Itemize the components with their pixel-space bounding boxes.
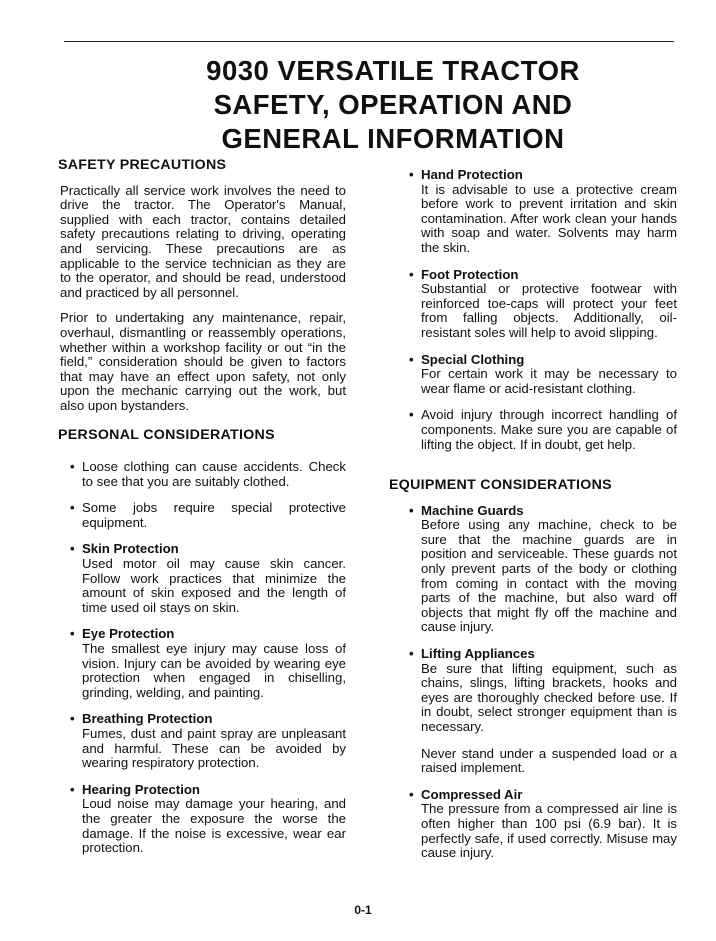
left-column xyxy=(58,158,346,868)
list-item-breathing-protection xyxy=(58,712,346,770)
bullet-icon: • xyxy=(409,351,414,367)
list-item-special-clothing xyxy=(397,353,677,397)
bullet-icon: • xyxy=(70,781,75,797)
page-title xyxy=(0,54,716,156)
bullet-icon: • xyxy=(70,500,75,516)
page-footer xyxy=(0,903,716,917)
list-item-eye-protection xyxy=(58,627,346,700)
title-line-2: SAFETY, OPERATION AND xyxy=(213,89,573,120)
item-label: Hand Protection xyxy=(421,167,523,182)
list-item-hearing-protection xyxy=(58,783,346,856)
list-item-handling-components xyxy=(397,408,677,452)
list-item-skin-protection xyxy=(58,542,346,615)
safety-paragraph-1: Practically all service work involves the need to drive the tractor. The Operator's Manual, supplied with each tractor, contains detailed safety precautions relating to driving, operating and servicing. These precautions are as applicable to the service technician as they are to the operator, and should be read, understood and practiced by all personnel. xyxy=(60,182,346,300)
list-item-loose-clothing xyxy=(58,460,346,489)
bullet-icon: • xyxy=(409,266,414,282)
bullet-icon: • xyxy=(409,646,414,662)
top-rule xyxy=(64,41,674,42)
list-item-protective-equipment xyxy=(58,501,346,530)
personal-considerations-heading: PERSONAL CONSIDERATIONS xyxy=(58,426,275,443)
item-label: Eye Protection xyxy=(82,626,175,642)
bullet-icon: • xyxy=(409,407,414,423)
item-label: Skin Protection xyxy=(82,541,179,557)
item-text: Before using any machine, check to be sure that the machine guards are in position and serviceable. These guards not only prevent parts of the body or clothing from coming in contact with the moving parts of the machine, but also ward off objects that might fly off the machine and cause injury. xyxy=(421,517,677,635)
list-item-hand-protection xyxy=(397,168,677,256)
equipment-considerations-heading: EQUIPMENT CONSIDERATIONS xyxy=(389,477,612,494)
item-text: Loose clothing can cause accidents. Check to see that you are suitably clothed. xyxy=(82,459,346,489)
item-text: The smallest eye injury may cause loss of vision. Injury can be avoided by wearing eye protection when engaged in chiselling, grinding, welding, and painting. xyxy=(82,641,346,700)
item-text: Some jobs require special protective equipment. xyxy=(82,500,346,530)
item-label: Machine Guards xyxy=(421,502,524,518)
item-label: Hearing Protection xyxy=(82,781,200,797)
bullet-icon: • xyxy=(409,786,414,802)
item-text: It is advisable to use a protective cream before work to prevent irritation and skin contamination. After work clean your hands with soap and water. Solvents may harm the skin. xyxy=(421,181,677,255)
page-number: 0-1 xyxy=(354,903,372,917)
item-text: Used motor oil may cause skin cancer. Follow work practices that minimize the amount of skin exposed and the length of time used oil stays on skin. xyxy=(82,556,346,615)
item-label: Foot Protection xyxy=(421,266,519,282)
item-text: The pressure from a compressed air line is often higher than 100 psi (6.9 bar). It is perfectly safe, if used correctly. Misuse may cause injury. xyxy=(421,801,677,861)
bullet-icon: • xyxy=(70,541,75,557)
item-text: Fumes, dust and paint spray are unpleasant and harmful. These can be avoided by wearing respiratory protection. xyxy=(82,726,346,771)
item-label: Lifting Appliances xyxy=(421,646,535,662)
title-line-3: GENERAL INFORMATION xyxy=(221,123,565,154)
list-item-foot-protection xyxy=(397,268,677,341)
safety-precautions-heading: SAFETY PRECAUTIONS xyxy=(58,157,227,173)
bullet-icon: • xyxy=(409,502,414,518)
list-item-machine-guards xyxy=(397,504,677,635)
bullet-icon: • xyxy=(70,711,75,727)
item-text: Substantial or protective footwear with reinforced toe-caps will protect your feet from falling objects. Additionally, oil-resistant soles will help to avoid slipping. xyxy=(421,281,677,340)
item-text-2: Never stand under a suspended load or a raised implement. xyxy=(421,745,677,776)
item-label: Breathing Protection xyxy=(82,711,213,727)
bullet-icon: • xyxy=(70,626,75,642)
item-text: Avoid injury through incorrect handling of components. Make sure you are capable of lifting the object. If in doubt, get help. xyxy=(421,407,677,452)
title-line-1: 9030 VERSATILE TRACTOR xyxy=(206,55,580,86)
list-item-compressed-air xyxy=(397,788,677,861)
right-column xyxy=(389,167,677,873)
item-text: For certain work it may be necessary to wear flame or acid-resistant clothing. xyxy=(421,366,677,396)
item-label: Compressed Air xyxy=(421,786,523,802)
bullet-icon: • xyxy=(409,167,414,182)
list-item-lifting-appliances xyxy=(397,647,677,776)
safety-paragraph-2: Prior to undertaking any maintenance, repair, overhaul, dismantling or reassembly operations, whether within a workshop facility or out “in the field,” consideration should be given to factors that may have an effect upon safety, not only upon the mechanic carrying out the work, but also upon bystanders. xyxy=(60,310,346,413)
item-text: Be sure that lifting equipment, such as chains, slings, lifting brackets, hooks and eyes are thoroughly checked before use. If in doubt, select stronger equipment than is necessary. xyxy=(421,660,677,734)
item-text: Loud noise may damage your hearing, and the greater the exposure the worse the damage. If the noise is excessive, wear ear protection. xyxy=(82,796,346,856)
item-label: Special Clothing xyxy=(421,351,525,367)
bullet-icon: • xyxy=(70,459,75,475)
